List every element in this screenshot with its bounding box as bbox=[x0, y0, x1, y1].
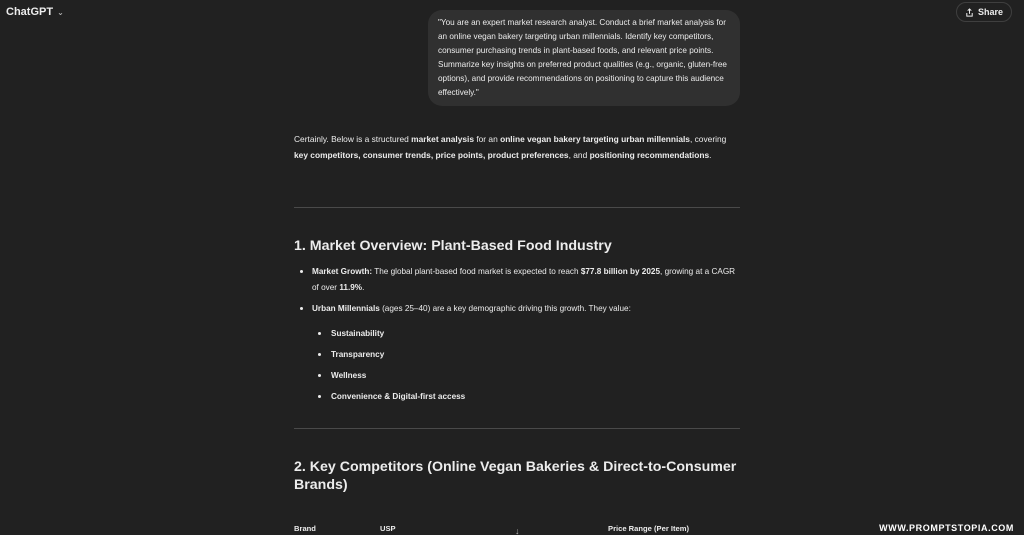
model-selector[interactable] bbox=[6, 6, 64, 18]
share-label: Share bbox=[977, 7, 1003, 17]
app-title: ChatGPT bbox=[6, 6, 54, 18]
bold-term: key competitors, consumer trends, price points, product preferences bbox=[294, 150, 569, 161]
assistant-intro: Certainly. Below is a structured market analysis for an online vegan bakery targeting urban millennials, covering key competitors, consumer trends, price points, product preferences, and positioning recommendations. bbox=[294, 134, 727, 161]
scroll-down-arrow-icon[interactable]: ↓ bbox=[515, 526, 520, 535]
watermark: WWW.PROMPTSTOPIA.COM bbox=[879, 523, 1014, 533]
list-item: Sustainability bbox=[312, 323, 740, 344]
list-item: Convenience & Digital-first access bbox=[312, 386, 740, 407]
share-button[interactable] bbox=[956, 2, 1012, 22]
divider bbox=[294, 428, 740, 429]
table-header-price-range: Price Range (Per Item) bbox=[608, 524, 690, 533]
chevron-down-icon: ⌄ bbox=[57, 7, 64, 17]
user-message-bubble bbox=[428, 10, 740, 106]
list-item: Transparency bbox=[312, 344, 740, 365]
table-header-usp: USP bbox=[380, 524, 396, 533]
section-heading-market-overview: 1. Market Overview: Plant-Based Food Industry bbox=[294, 238, 612, 254]
list-item-urban-millennials: Urban Millennials (ages 25–40) are a key demographic driving this growth. They value: Sustainability Transparency Wellness Convenience & Digital-first access bbox=[294, 301, 740, 407]
list-item-market-growth: Market Growth: The global plant-based food market is expected to reach $77.8 billion by 2025, growing at a CAGR of over 11.9%. bbox=[294, 264, 740, 295]
bold-term: positioning recommendations bbox=[589, 150, 710, 161]
divider bbox=[294, 207, 740, 208]
table-header-brand: Brand bbox=[294, 524, 316, 533]
millennial-values-list bbox=[312, 323, 740, 407]
share-icon bbox=[965, 8, 974, 17]
section-heading-key-competitors: 2. Key Competitors (Online Vegan Bakeries & Direct-to-Consumer Brands) bbox=[294, 459, 737, 493]
bold-term: online vegan bakery targeting urban millennials bbox=[500, 134, 690, 144]
user-message-text: "You are an expert market research analyst. Conduct a brief market analysis for an online vegan bakery targeting urban millennials. Identify key competitors, consumer purchasing trends in plant-based foods, and relevant price points. Summarize key insights on preferred product qualities (e.g., organic, gluten-free options), and provide recommendations on positioning to capture this audience effectively." bbox=[438, 18, 727, 97]
market-overview-list bbox=[294, 264, 740, 407]
bold-term: market analysis bbox=[411, 134, 474, 144]
list-item: Wellness bbox=[312, 365, 740, 386]
